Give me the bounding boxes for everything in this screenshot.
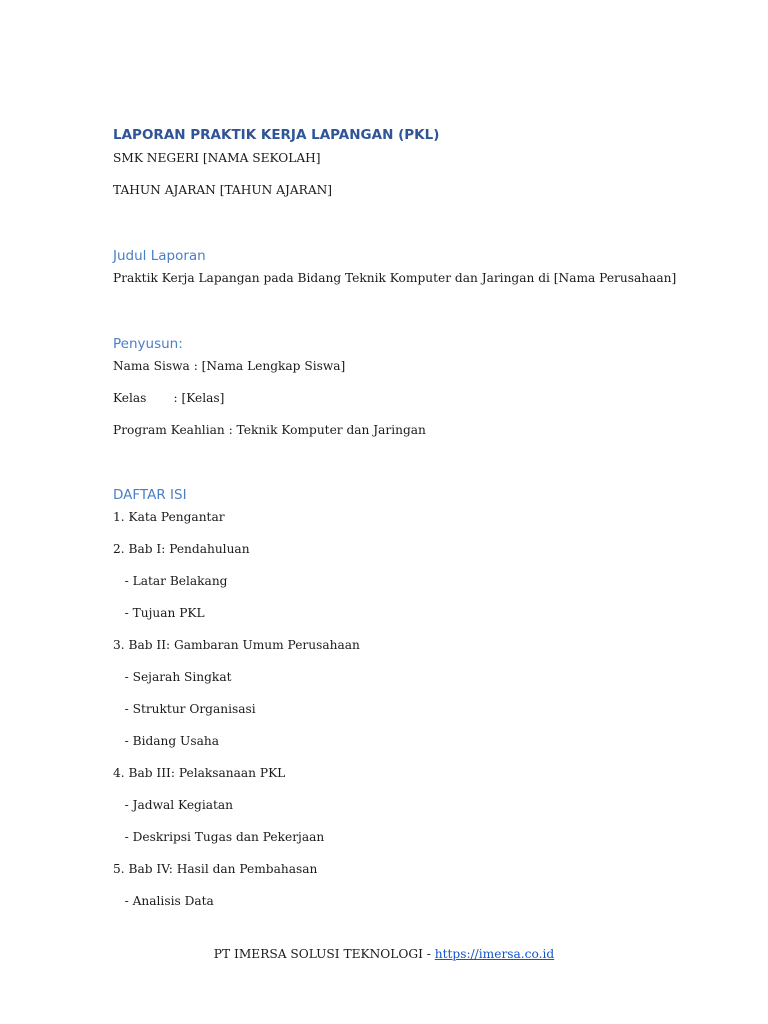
toc-item: 5. Bab IV: Hasil dan Pembahasan [113,862,318,876]
penyusun-heading: Penyusun: [113,336,183,352]
toc-item: 2. Bab I: Pendahuluan [113,542,250,556]
footer-company: PT IMERSA SOLUSI TEKNOLOGI - [213,947,435,961]
program-keahlian: Program Keahlian : Teknik Komputer dan Jaringan [113,423,426,437]
document-title: LAPORAN PRAKTIK KERJA LAPANGAN (PKL) [113,127,440,143]
judul-text: Praktik Kerja Lapangan pada Bidang Teknik Komputer dan Jaringan di [Nama Perusahaan] [113,271,677,285]
toc-item: - Jadwal Kegiatan [113,798,234,812]
toc-item: - Sejarah Singkat [113,670,232,684]
toc-item: - Bidang Usaha [113,734,219,748]
toc-item: - Tujuan PKL [113,606,205,620]
footer-website-link[interactable]: https://imersa.co.id [434,947,555,961]
toc-item: - Analisis Data [113,894,214,908]
toc-item: 4. Bab III: Pelaksanaan PKL [113,766,286,780]
nama-siswa: Nama Siswa : [Nama Lengkap Siswa] [113,359,346,373]
page-footer [0,946,768,962]
toc-item: - Deskripsi Tugas dan Pekerjaan [113,830,325,844]
academic-year: TAHUN AJARAN [TAHUN AJARAN] [113,183,333,197]
kelas: Kelas : [Kelas] [113,391,225,405]
toc-item: - Latar Belakang [113,574,228,588]
toc-item: 3. Bab II: Gambaran Umum Perusahaan [113,638,360,652]
toc-item: 1. Kata Pengantar [113,510,225,524]
toc-item: - Struktur Organisasi [113,702,256,716]
toc-heading: DAFTAR ISI [113,487,187,503]
school-name: SMK NEGERI [NAMA SEKOLAH] [113,151,321,165]
judul-heading: Judul Laporan [113,248,206,264]
